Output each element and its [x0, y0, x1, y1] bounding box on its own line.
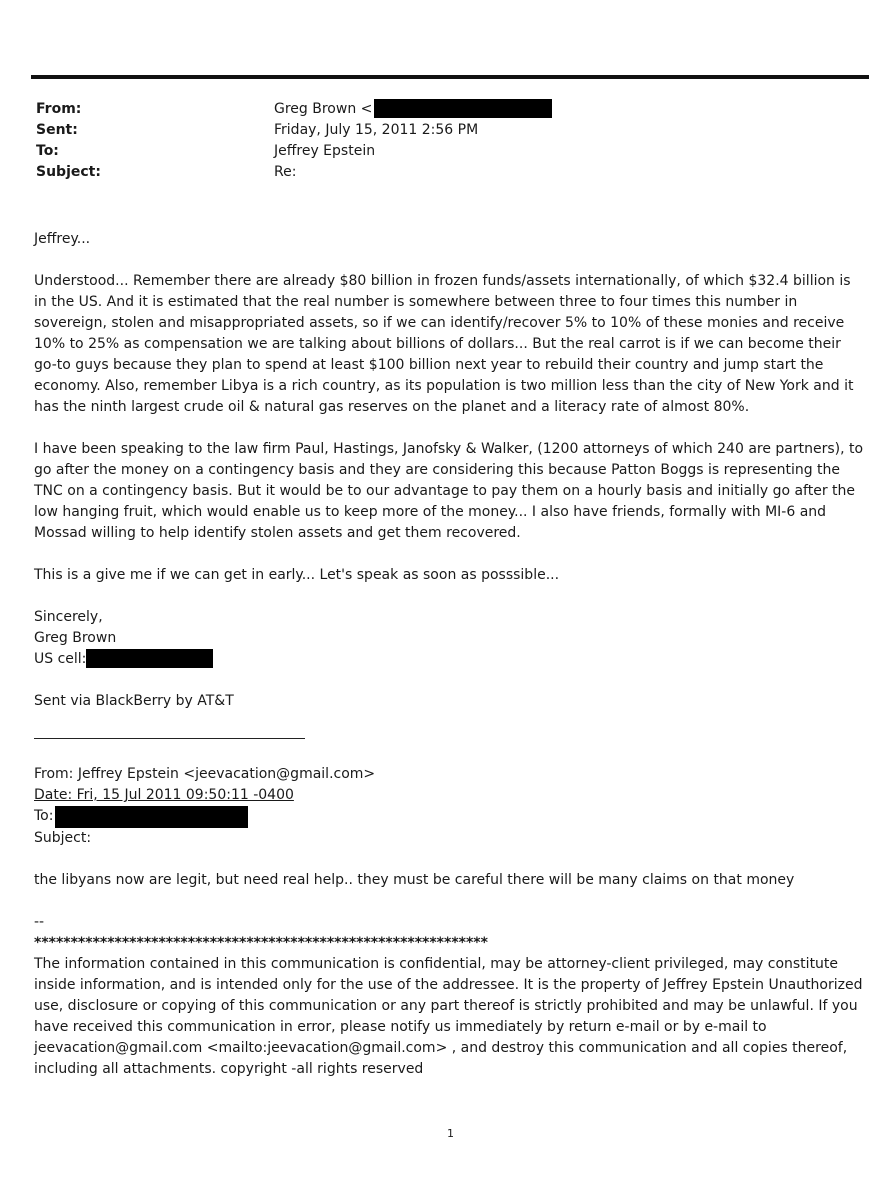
- signature-dash: --: [34, 914, 45, 930]
- signoff: Sincerely,: [34, 609, 103, 625]
- from-value: [274, 99, 856, 120]
- sent-value: Friday, July 15, 2011 2:56 PM: [274, 122, 479, 138]
- subject-label: Subject:: [36, 164, 101, 180]
- header-subject-row: [36, 162, 856, 183]
- redaction-block-cell: [86, 649, 213, 668]
- quote-separator-line: [34, 738, 305, 739]
- quoted-message-text: the libyans now are legit, but need real help.. they must be careful there will be many claims on that money: [34, 872, 795, 888]
- header-to-row: [36, 141, 856, 162]
- header-sent-row: [36, 120, 856, 141]
- email-header: [36, 99, 856, 183]
- signature-name: Greg Brown: [34, 630, 117, 646]
- quoted-subject-line: Subject:: [34, 830, 92, 846]
- quoted-to-label: To:: [34, 808, 54, 824]
- quoted-from-line: From: Jeffrey Epstein <jeevacation@gmail.com>: [34, 766, 376, 782]
- us-cell-label: US cell:: [34, 651, 87, 667]
- top-rule: [31, 75, 869, 79]
- redaction-block-quoted-to: [55, 806, 248, 828]
- body-paragraph-2: I have been speaking to the law firm Paul, Hastings, Janofsky & Walker, (1200 attorneys of which 240 are partners), to go after the money on a contingency basis and they are considering this because Patton Boggs is representing the TNC on a contingency basis. But it would be to our advantage to pay them on a hourly basis and initially go after the low hanging fruit, which would enable us to keep more of the money... I also have friends, formally with MI-6 and Mossad willing to help identify stolen assets and get them recovered.: [34, 441, 864, 541]
- quoted-to-line: [34, 806, 864, 828]
- sent-via-line: Sent via BlackBerry by AT&T: [34, 693, 234, 709]
- from-name: Greg Brown <: [274, 101, 373, 117]
- to-value: Jeffrey Epstein: [274, 143, 376, 159]
- email-body: [34, 229, 864, 712]
- from-label: From:: [36, 101, 82, 117]
- greeting: Jeffrey...: [34, 231, 91, 247]
- body-paragraph-1: Understood... Remember there are already $80 billion in frozen funds/assets internationally, of which $32.4 billion is in the US. And it is estimated that the real number is somewhere between three to four times this number in sovereign, stolen and misappropriated assets, so if we can identify/recover 5% to 10% of these monies and receive 10% to 25% as compensation we are talking about billions of dollars... But the real carrot is if we can become their go-to guys because they plan to spend at least $100 billion next year to rebuild their country and jump start the economy. Also, remember Libya is a rich country, as its population is two million less than the city of New York and it has the ninth largest crude oil & natural gas reserves on the planet and a literacy rate of almost 80%.: [34, 273, 854, 415]
- page-number: 1: [447, 1127, 454, 1140]
- to-label: To:: [36, 143, 59, 159]
- subject-value: Re:: [274, 164, 297, 180]
- quoted-date-line: Date: Fri, 15 Jul 2011 09:50:11 -0400: [34, 787, 294, 803]
- body-paragraph-3: This is a give me if we can get in early... Let's speak as soon as posssible...: [34, 567, 560, 583]
- quoted-message: [34, 764, 864, 1080]
- redaction-block-from-email: [374, 99, 552, 118]
- sent-label: Sent:: [36, 122, 78, 138]
- us-cell-line: [34, 649, 864, 670]
- asterisk-separator: **************************************************************: [34, 935, 488, 951]
- confidentiality-disclaimer: The information contained in this communication is confidential, may be attorney-client privileged, may constitute inside information, and is intended only for the use of the addressee. It is the property of Jeffrey Epstein Unauthorized use, disclosure or copying of this communication or any part thereof is strictly prohibited and may be unlawful. If you have received this communication in error, please notify us immediately by return e-mail or by e-mail to jeevacation@gmail.com <mailto:jeevacation@gmail.com> , and destroy this communication and all copies thereof, including all attachments. copyright -all rights reserved: [34, 956, 863, 1077]
- header-from-row: [36, 99, 856, 120]
